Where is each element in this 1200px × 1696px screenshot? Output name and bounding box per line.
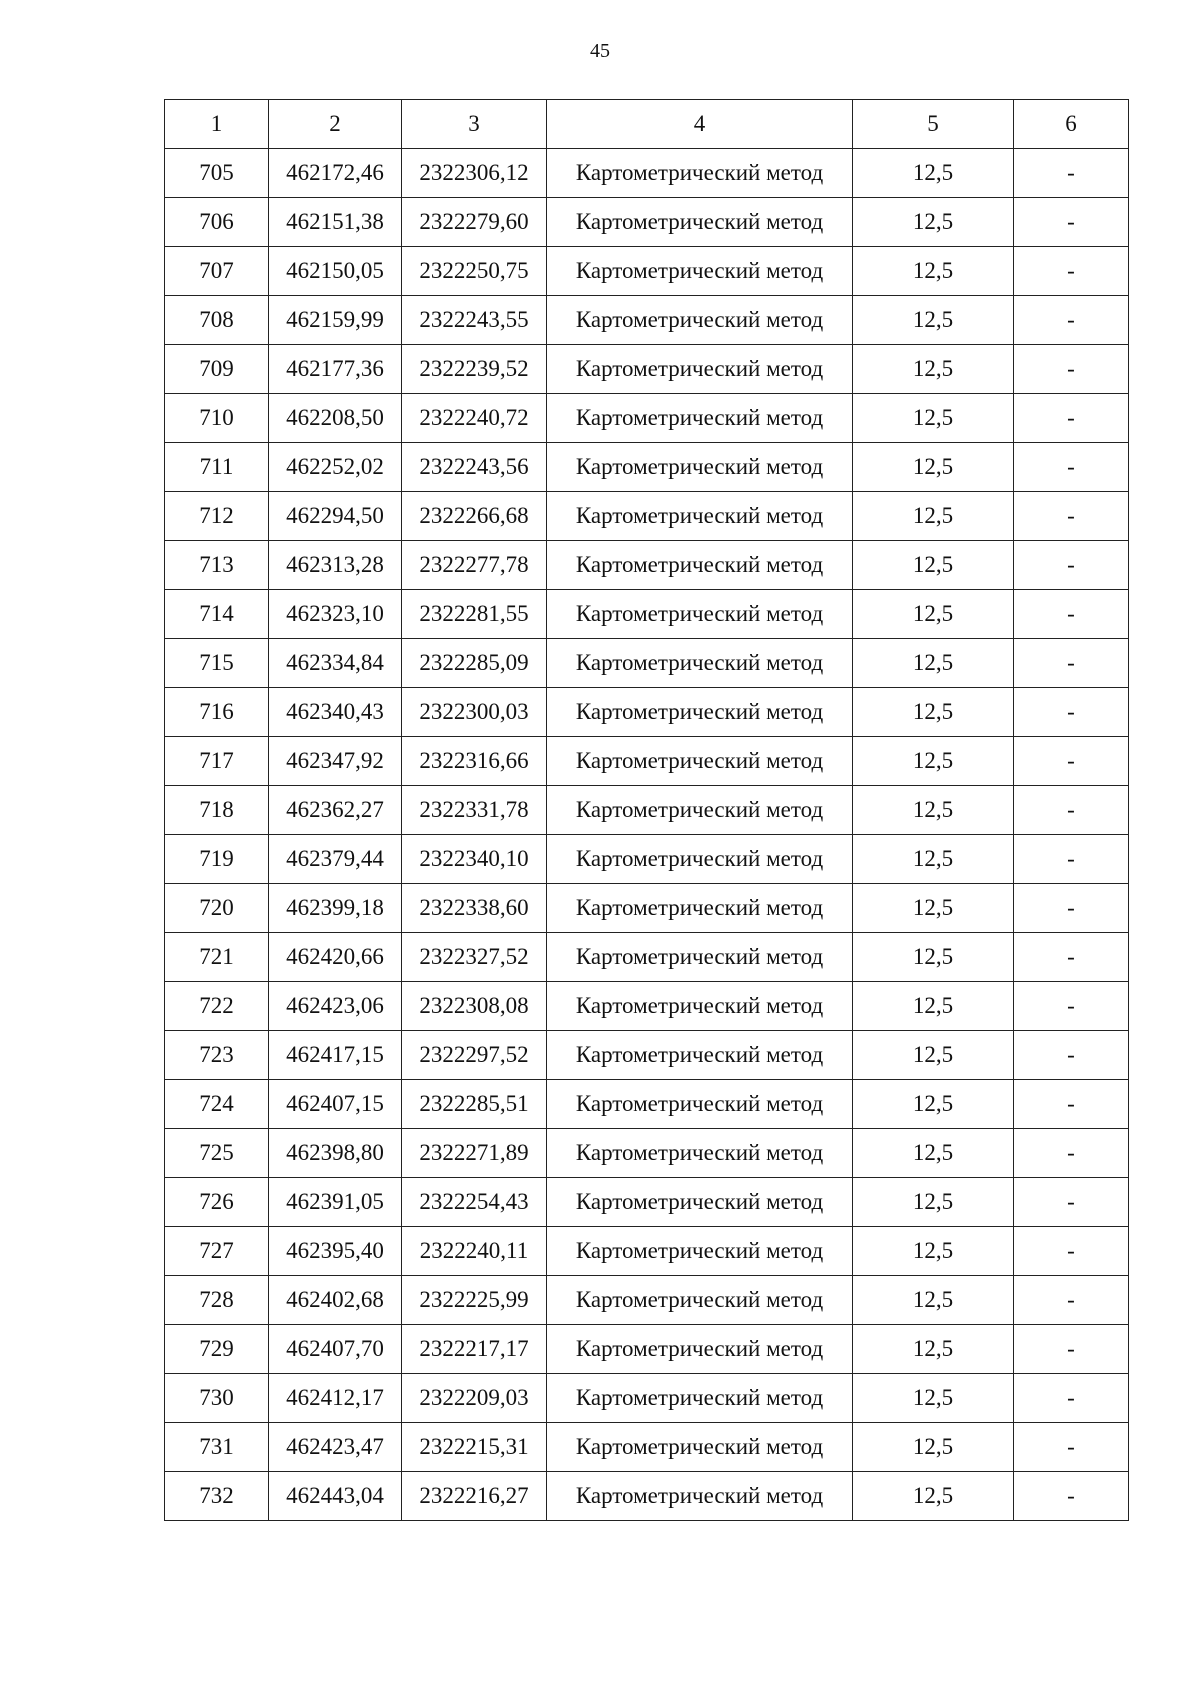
method-cell: Картометрический метод — [547, 443, 853, 492]
point-number-cell: 719 — [165, 835, 269, 884]
note-cell: - — [1014, 835, 1129, 884]
table-row — [165, 884, 1129, 933]
x-coordinate-cell: 462334,84 — [269, 639, 402, 688]
y-coordinate-cell: 2322279,60 — [402, 198, 547, 247]
accuracy-cell: 12,5 — [853, 1472, 1014, 1521]
point-number-cell: 720 — [165, 884, 269, 933]
accuracy-cell: 12,5 — [853, 198, 1014, 247]
table-row — [165, 296, 1129, 345]
y-coordinate-cell: 2322243,55 — [402, 296, 547, 345]
point-number-cell: 713 — [165, 541, 269, 590]
method-cell: Картометрический метод — [547, 835, 853, 884]
point-number-cell: 715 — [165, 639, 269, 688]
y-coordinate-cell: 2322243,56 — [402, 443, 547, 492]
method-cell: Картометрический метод — [547, 786, 853, 835]
y-coordinate-cell: 2322331,78 — [402, 786, 547, 835]
table-row — [165, 1276, 1129, 1325]
note-cell: - — [1014, 786, 1129, 835]
point-number-cell: 728 — [165, 1276, 269, 1325]
accuracy-cell: 12,5 — [853, 737, 1014, 786]
x-coordinate-cell: 462313,28 — [269, 541, 402, 590]
method-cell: Картометрический метод — [547, 1423, 853, 1472]
method-cell: Картометрический метод — [547, 1276, 853, 1325]
table-row — [165, 247, 1129, 296]
y-coordinate-cell: 2322285,09 — [402, 639, 547, 688]
y-coordinate-cell: 2322340,10 — [402, 835, 547, 884]
point-number-cell: 729 — [165, 1325, 269, 1374]
accuracy-cell: 12,5 — [853, 1129, 1014, 1178]
accuracy-cell: 12,5 — [853, 590, 1014, 639]
y-coordinate-cell: 2322240,11 — [402, 1227, 547, 1276]
method-cell: Картометрический метод — [547, 492, 853, 541]
y-coordinate-cell: 2322277,78 — [402, 541, 547, 590]
method-cell: Картометрический метод — [547, 394, 853, 443]
point-number-cell: 711 — [165, 443, 269, 492]
accuracy-cell: 12,5 — [853, 688, 1014, 737]
y-coordinate-cell: 2322217,17 — [402, 1325, 547, 1374]
note-cell: - — [1014, 1080, 1129, 1129]
method-cell: Картометрический метод — [547, 737, 853, 786]
accuracy-cell: 12,5 — [853, 1423, 1014, 1472]
table-row — [165, 1472, 1129, 1521]
note-cell: - — [1014, 541, 1129, 590]
table-row — [165, 1080, 1129, 1129]
table-row — [165, 590, 1129, 639]
table-row — [165, 1178, 1129, 1227]
table-row — [165, 737, 1129, 786]
y-coordinate-cell: 2322338,60 — [402, 884, 547, 933]
point-number-cell: 710 — [165, 394, 269, 443]
method-cell: Картометрический метод — [547, 1129, 853, 1178]
note-cell: - — [1014, 296, 1129, 345]
header-row — [165, 100, 1129, 149]
y-coordinate-cell: 2322306,12 — [402, 149, 547, 198]
column-header-3: 3 — [402, 100, 547, 149]
note-cell: - — [1014, 639, 1129, 688]
note-cell: - — [1014, 1129, 1129, 1178]
x-coordinate-cell: 462398,80 — [269, 1129, 402, 1178]
accuracy-cell: 12,5 — [853, 933, 1014, 982]
x-coordinate-cell: 462417,15 — [269, 1031, 402, 1080]
point-number-cell: 726 — [165, 1178, 269, 1227]
x-coordinate-cell: 462151,38 — [269, 198, 402, 247]
y-coordinate-cell: 2322297,52 — [402, 1031, 547, 1080]
accuracy-cell: 12,5 — [853, 345, 1014, 394]
y-coordinate-cell: 2322281,55 — [402, 590, 547, 639]
x-coordinate-cell: 462252,02 — [269, 443, 402, 492]
accuracy-cell: 12,5 — [853, 835, 1014, 884]
method-cell: Картометрический метод — [547, 884, 853, 933]
x-coordinate-cell: 462150,05 — [269, 247, 402, 296]
method-cell: Картометрический метод — [547, 933, 853, 982]
page-number: 45 — [590, 40, 610, 62]
point-number-cell: 712 — [165, 492, 269, 541]
x-coordinate-cell: 462379,44 — [269, 835, 402, 884]
table-row — [165, 639, 1129, 688]
point-number-cell: 722 — [165, 982, 269, 1031]
accuracy-cell: 12,5 — [853, 492, 1014, 541]
x-coordinate-cell: 462362,27 — [269, 786, 402, 835]
y-coordinate-cell: 2322327,52 — [402, 933, 547, 982]
method-cell: Картометрический метод — [547, 247, 853, 296]
point-number-cell: 721 — [165, 933, 269, 982]
point-number-cell: 706 — [165, 198, 269, 247]
note-cell: - — [1014, 1325, 1129, 1374]
accuracy-cell: 12,5 — [853, 786, 1014, 835]
note-cell: - — [1014, 1472, 1129, 1521]
accuracy-cell: 12,5 — [853, 1325, 1014, 1374]
table-header — [165, 100, 1129, 149]
y-coordinate-cell: 2322240,72 — [402, 394, 547, 443]
accuracy-cell: 12,5 — [853, 1227, 1014, 1276]
table-row — [165, 198, 1129, 247]
y-coordinate-cell: 2322239,52 — [402, 345, 547, 394]
accuracy-cell: 12,5 — [853, 541, 1014, 590]
x-coordinate-cell: 462340,43 — [269, 688, 402, 737]
method-cell: Картометрический метод — [547, 198, 853, 247]
note-cell: - — [1014, 590, 1129, 639]
accuracy-cell: 12,5 — [853, 149, 1014, 198]
x-coordinate-cell: 462407,70 — [269, 1325, 402, 1374]
point-number-cell: 724 — [165, 1080, 269, 1129]
x-coordinate-cell: 462443,04 — [269, 1472, 402, 1521]
y-coordinate-cell: 2322209,03 — [402, 1374, 547, 1423]
y-coordinate-cell: 2322254,43 — [402, 1178, 547, 1227]
y-coordinate-cell: 2322266,68 — [402, 492, 547, 541]
y-coordinate-cell: 2322215,31 — [402, 1423, 547, 1472]
point-number-cell: 717 — [165, 737, 269, 786]
point-number-cell: 730 — [165, 1374, 269, 1423]
method-cell: Картометрический метод — [547, 1031, 853, 1080]
accuracy-cell: 12,5 — [853, 884, 1014, 933]
point-number-cell: 714 — [165, 590, 269, 639]
table-row — [165, 541, 1129, 590]
point-number-cell: 707 — [165, 247, 269, 296]
x-coordinate-cell: 462395,40 — [269, 1227, 402, 1276]
x-coordinate-cell: 462208,50 — [269, 394, 402, 443]
accuracy-cell: 12,5 — [853, 443, 1014, 492]
y-coordinate-cell: 2322316,66 — [402, 737, 547, 786]
method-cell: Картометрический метод — [547, 590, 853, 639]
note-cell: - — [1014, 247, 1129, 296]
x-coordinate-cell: 462172,46 — [269, 149, 402, 198]
x-coordinate-cell: 462399,18 — [269, 884, 402, 933]
accuracy-cell: 12,5 — [853, 1276, 1014, 1325]
table-row — [165, 443, 1129, 492]
point-number-cell: 705 — [165, 149, 269, 198]
x-coordinate-cell: 462423,47 — [269, 1423, 402, 1472]
accuracy-cell: 12,5 — [853, 296, 1014, 345]
table-body — [165, 149, 1129, 1521]
x-coordinate-cell: 462423,06 — [269, 982, 402, 1031]
note-cell: - — [1014, 982, 1129, 1031]
method-cell: Картометрический метод — [547, 1325, 853, 1374]
table-row — [165, 492, 1129, 541]
x-coordinate-cell: 462412,17 — [269, 1374, 402, 1423]
method-cell: Картометрический метод — [547, 1080, 853, 1129]
column-header-4: 4 — [547, 100, 853, 149]
column-header-5: 5 — [853, 100, 1014, 149]
column-header-2: 2 — [269, 100, 402, 149]
method-cell: Картометрический метод — [547, 1472, 853, 1521]
x-coordinate-cell: 462294,50 — [269, 492, 402, 541]
y-coordinate-cell: 2322308,08 — [402, 982, 547, 1031]
x-coordinate-cell: 462391,05 — [269, 1178, 402, 1227]
x-coordinate-cell: 462323,10 — [269, 590, 402, 639]
x-coordinate-cell: 462402,68 — [269, 1276, 402, 1325]
method-cell: Картометрический метод — [547, 982, 853, 1031]
table-row — [165, 149, 1129, 198]
table-row — [165, 933, 1129, 982]
accuracy-cell: 12,5 — [853, 394, 1014, 443]
table-row — [165, 394, 1129, 443]
note-cell: - — [1014, 198, 1129, 247]
method-cell: Картометрический метод — [547, 688, 853, 737]
method-cell: Картометрический метод — [547, 1374, 853, 1423]
method-cell: Картометрический метод — [547, 1227, 853, 1276]
table-row — [165, 1325, 1129, 1374]
point-number-cell: 725 — [165, 1129, 269, 1178]
note-cell: - — [1014, 1276, 1129, 1325]
note-cell: - — [1014, 1423, 1129, 1472]
x-coordinate-cell: 462347,92 — [269, 737, 402, 786]
note-cell: - — [1014, 884, 1129, 933]
note-cell: - — [1014, 149, 1129, 198]
table-row — [165, 1423, 1129, 1472]
x-coordinate-cell: 462420,66 — [269, 933, 402, 982]
note-cell: - — [1014, 1031, 1129, 1080]
x-coordinate-cell: 462177,36 — [269, 345, 402, 394]
table-row — [165, 982, 1129, 1031]
accuracy-cell: 12,5 — [853, 982, 1014, 1031]
method-cell: Картометрический метод — [547, 149, 853, 198]
note-cell: - — [1014, 1374, 1129, 1423]
y-coordinate-cell: 2322225,99 — [402, 1276, 547, 1325]
point-number-cell: 727 — [165, 1227, 269, 1276]
note-cell: - — [1014, 688, 1129, 737]
note-cell: - — [1014, 737, 1129, 786]
x-coordinate-cell: 462159,99 — [269, 296, 402, 345]
method-cell: Картометрический метод — [547, 296, 853, 345]
point-number-cell: 708 — [165, 296, 269, 345]
accuracy-cell: 12,5 — [853, 1178, 1014, 1227]
table-row — [165, 835, 1129, 884]
table-row — [165, 1227, 1129, 1276]
point-number-cell: 709 — [165, 345, 269, 394]
accuracy-cell: 12,5 — [853, 1374, 1014, 1423]
method-cell: Картометрический метод — [547, 639, 853, 688]
y-coordinate-cell: 2322300,03 — [402, 688, 547, 737]
point-number-cell: 723 — [165, 1031, 269, 1080]
accuracy-cell: 12,5 — [853, 639, 1014, 688]
point-number-cell: 732 — [165, 1472, 269, 1521]
table-row — [165, 1031, 1129, 1080]
note-cell: - — [1014, 1227, 1129, 1276]
x-coordinate-cell: 462407,15 — [269, 1080, 402, 1129]
y-coordinate-cell: 2322285,51 — [402, 1080, 547, 1129]
y-coordinate-cell: 2322216,27 — [402, 1472, 547, 1521]
note-cell: - — [1014, 492, 1129, 541]
table-row — [165, 1374, 1129, 1423]
method-cell: Картометрический метод — [547, 541, 853, 590]
method-cell: Картометрический метод — [547, 345, 853, 394]
coordinates-table — [164, 99, 1129, 1521]
y-coordinate-cell: 2322250,75 — [402, 247, 547, 296]
note-cell: - — [1014, 933, 1129, 982]
point-number-cell: 718 — [165, 786, 269, 835]
table-row — [165, 786, 1129, 835]
note-cell: - — [1014, 345, 1129, 394]
point-number-cell: 731 — [165, 1423, 269, 1472]
accuracy-cell: 12,5 — [853, 247, 1014, 296]
accuracy-cell: 12,5 — [853, 1031, 1014, 1080]
note-cell: - — [1014, 394, 1129, 443]
note-cell: - — [1014, 443, 1129, 492]
table-row — [165, 688, 1129, 737]
table-row — [165, 345, 1129, 394]
method-cell: Картометрический метод — [547, 1178, 853, 1227]
column-header-1: 1 — [165, 100, 269, 149]
column-header-6: 6 — [1014, 100, 1129, 149]
table-row — [165, 1129, 1129, 1178]
note-cell: - — [1014, 1178, 1129, 1227]
y-coordinate-cell: 2322271,89 — [402, 1129, 547, 1178]
accuracy-cell: 12,5 — [853, 1080, 1014, 1129]
point-number-cell: 716 — [165, 688, 269, 737]
